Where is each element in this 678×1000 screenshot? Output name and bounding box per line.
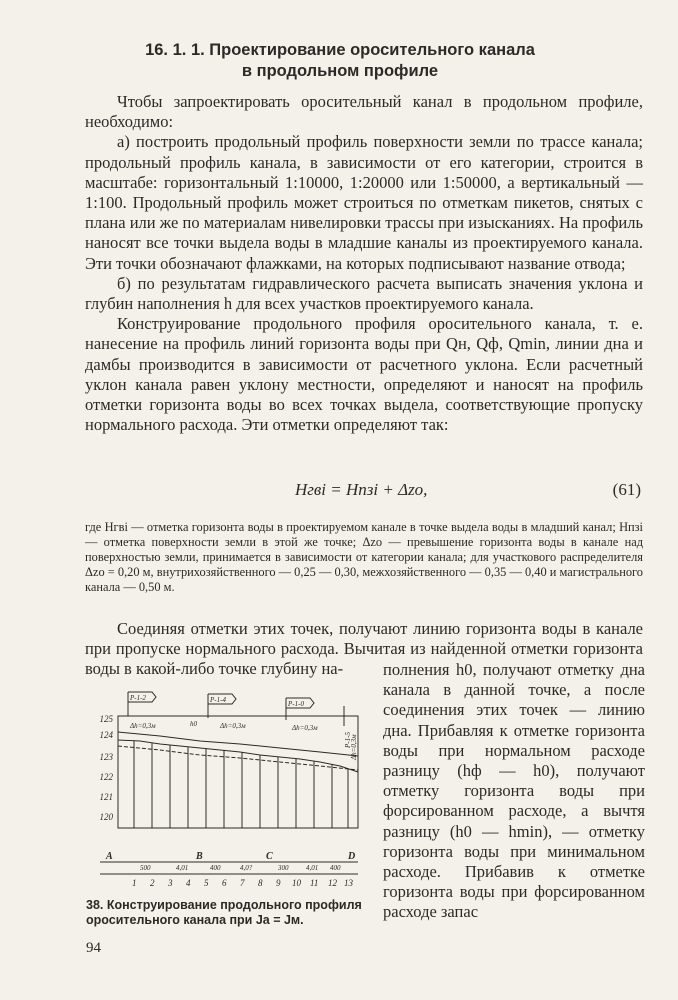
section-label: C bbox=[266, 851, 273, 862]
section-label: D bbox=[348, 851, 356, 862]
point-label: 11 bbox=[310, 878, 319, 888]
section-heading bbox=[90, 40, 590, 82]
section-label: A bbox=[106, 851, 113, 862]
point-label: 7 bbox=[240, 878, 245, 888]
y-tick: 125 bbox=[99, 714, 113, 724]
profile-figure bbox=[80, 678, 370, 898]
figure-frame bbox=[118, 716, 358, 828]
paragraph: а) построить продольный профиль поверхности земли по трассе канала; продольный профиль канала, в зависимости от его категории, строится в масштабе: горизонтальный 1:10000, 1:20000 или 1:50000, а вертикальный — 1:100. Продольный профиль может строиться по отметкам пикетов, снятых с плана или же по материалам нивелировки трассы при изысканиях. На профиль наносят все точки выдела воды в младшие каналы из проектируемого канала. Эти точки обозначают флажками, на которых подписывают название отвода; bbox=[85, 132, 643, 273]
y-tick: 124 bbox=[99, 730, 113, 740]
formula-expression: Hгвi = Hпзi + Δzo, bbox=[295, 480, 428, 499]
figure-annotation: Δh=0,3м bbox=[130, 722, 156, 730]
water-line bbox=[118, 732, 358, 756]
length-label: 4,0? bbox=[240, 864, 253, 872]
point-label: 3 bbox=[168, 878, 173, 888]
flag-marks bbox=[128, 692, 344, 726]
point-label: 4 bbox=[186, 878, 191, 888]
bottom-line bbox=[118, 746, 358, 770]
point-label: 13 bbox=[344, 878, 353, 888]
vertical-lines bbox=[134, 741, 348, 828]
point-label: 6 bbox=[222, 878, 227, 888]
ground-line bbox=[118, 740, 358, 772]
y-tick: 120 bbox=[99, 812, 113, 822]
figure-caption: 38. Конструирование продольного профиля оросительного канала при Jа = Jм. bbox=[86, 898, 362, 927]
point-label: 5 bbox=[204, 878, 209, 888]
formula-note bbox=[85, 520, 643, 595]
y-tick: 121 bbox=[99, 792, 113, 802]
figure-annotation: Δh=0,3м bbox=[292, 724, 318, 732]
point-label: 9 bbox=[276, 878, 281, 888]
formula bbox=[85, 480, 643, 504]
note-text: где Hгвi — отметка горизонта воды в проектируемом канале в точке выдела воды в младший канал; Hпзi — отметка поверхности земли в этой же точке; Δzo — превышение горизонта воды в канале над поверхностью земли, принимается в зависимости от категории канала; для участкового распределителя Δzo = 0,20 м, внутрихозяйственного — 0,25 — 0,30, межхозяйственного — 0,35 — 0,40 и магистрального канала — 0,50 м. bbox=[85, 520, 643, 595]
point-label: 1 bbox=[132, 878, 137, 888]
length-label: 300 bbox=[278, 864, 289, 872]
figure-annotation: h0 bbox=[190, 720, 197, 728]
main-text bbox=[85, 92, 643, 435]
y-tick: 123 bbox=[99, 752, 113, 762]
paragraph: полнения h0, получают отметку дна канала в данной точке, а после соединения этих точек — линию дна. Прибавляя к отметке горизонта воды при нормальном расходе разницу (hф — h0), получают отметку горизонта воды при форсированном расходе, а вычтя разницу (h0 — hmin), — отметку горизонта воды при минимальном расходе. Прибавив к отметке горизонта воды при форсированном расходе запас bbox=[383, 660, 645, 922]
flag-label: Р-1-5 bbox=[344, 732, 352, 748]
flag-label: Р-1-2 bbox=[130, 694, 146, 702]
flag-label: Р-1-4 bbox=[210, 696, 226, 704]
formula-number: (61) bbox=[612, 480, 641, 499]
paragraph: б) по результатам гидравлического расчета выписать значения уклона и глубин наполнения h для всех участков проектируемого канала. bbox=[85, 273, 643, 314]
paragraph: Соединяя отметки этих точек, получают линию горизонта воды в канале при пропуске нормального расхода. Вычитая из найденной отметки горизонта воды в какой-либо точке глубину на- bbox=[85, 619, 643, 679]
heading-line-1: 16. 1. 1. Проектирование оросительного канала bbox=[145, 41, 535, 59]
length-label: 400 bbox=[330, 864, 341, 872]
paragraph: Конструирование продольного профиля оросительного канала, т. е. нанесение на профиль линий горизонта воды при Qн, Qф, Qmin, линии дна и дамбы производится в зависимости от расчетного уклона. Если расчетный уклон канала равен уклону местности, определяют и наносят на профиль отметки горизонта воды во всех точках выдела, соответствующие пропуску нормального расхода. Эти отметки определяют так: bbox=[85, 314, 643, 435]
heading-line-2: в продольном профиле bbox=[241, 62, 439, 80]
figure-annotation: Δh=0,3м bbox=[350, 734, 358, 760]
page-number: 94 bbox=[86, 940, 101, 956]
point-label: 2 bbox=[150, 878, 155, 888]
length-label: 400 bbox=[210, 864, 221, 872]
point-label: 8 bbox=[258, 878, 263, 888]
paragraph: Чтобы запроектировать оросительный канал в продольном профиле, необходимо: bbox=[85, 92, 643, 132]
point-label: 10 bbox=[292, 878, 301, 888]
flag-label: Р-1-0 bbox=[288, 700, 304, 708]
length-label: 500 bbox=[140, 864, 151, 872]
figure-annotation: Δh=0,3м bbox=[220, 722, 246, 730]
section-label: B bbox=[196, 851, 203, 862]
length-label: 4,01 bbox=[176, 864, 189, 872]
point-label: 12 bbox=[328, 878, 337, 888]
y-tick: 122 bbox=[99, 772, 113, 782]
right-column-text bbox=[383, 660, 645, 923]
length-label: 4,01 bbox=[306, 864, 319, 872]
